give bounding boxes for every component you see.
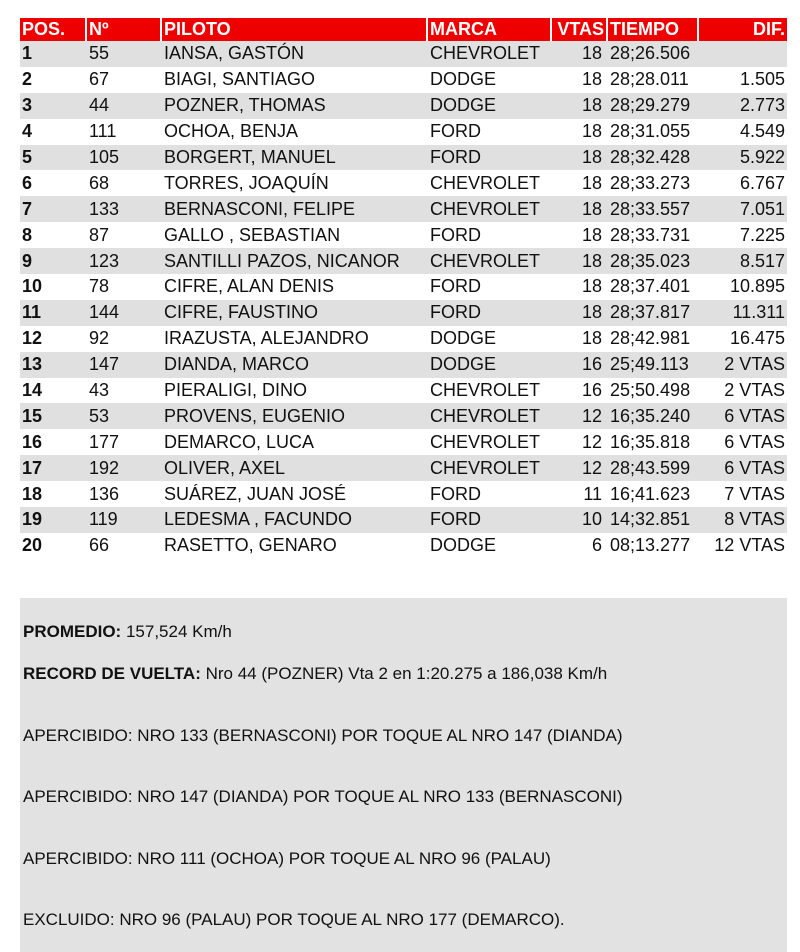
pos-cell: 16 — [20, 429, 87, 455]
lap-record-value: Nro 44 (POZNER) Vta 2 en 1:20.275 a 186,038 Km/h — [200, 664, 608, 683]
table-row — [20, 119, 787, 145]
brand-cell: CHEVROLET — [428, 455, 552, 481]
number-cell: 68 — [87, 170, 162, 196]
time-cell: 28;42.981 — [608, 326, 699, 352]
driver-cell: TORRES, JOAQUÍN — [162, 170, 428, 196]
laps-cell: 16 — [552, 378, 608, 404]
brand-cell: CHEVROLET — [428, 429, 552, 455]
driver-cell: IRAZUSTA, ALEJANDRO — [162, 326, 428, 352]
number-cell: 55 — [87, 41, 162, 67]
diff-cell: 12 VTAS — [699, 533, 787, 559]
table-row — [20, 352, 787, 378]
number-cell: 144 — [87, 300, 162, 326]
laps-cell: 18 — [552, 274, 608, 300]
pos-cell: 2 — [20, 67, 87, 93]
sanction-note: APERCIBIDO: NRO 147 (DIANDA) POR TOQUE AL NRO 133 (BERNASCONI) — [23, 787, 623, 806]
table-row — [20, 378, 787, 404]
diff-cell: 1.505 — [699, 67, 787, 93]
driver-cell: SANTILLI PAZOS, NICANOR — [162, 248, 428, 274]
brand-cell: FORD — [428, 481, 552, 507]
driver-cell: DEMARCO, LUCA — [162, 429, 428, 455]
number-cell: 53 — [87, 403, 162, 429]
laps-cell: 18 — [552, 222, 608, 248]
brand-cell: DODGE — [428, 533, 552, 559]
time-cell: 28;35.023 — [608, 248, 699, 274]
brand-cell: DODGE — [428, 67, 552, 93]
header-num: Nº — [87, 18, 162, 41]
pos-cell: 17 — [20, 455, 87, 481]
time-cell: 28;31.055 — [608, 119, 699, 145]
lap-record-label: RECORD DE VUELTA: — [23, 664, 201, 683]
pos-cell: 7 — [20, 196, 87, 222]
diff-cell: 6 VTAS — [699, 429, 787, 455]
pos-cell: 5 — [20, 145, 87, 171]
brand-cell: FORD — [428, 274, 552, 300]
brand-cell: FORD — [428, 300, 552, 326]
table-row — [20, 222, 787, 248]
time-cell: 28;29.279 — [608, 93, 699, 119]
pos-cell: 18 — [20, 481, 87, 507]
laps-cell: 16 — [552, 352, 608, 378]
table-row — [20, 170, 787, 196]
pos-cell: 1 — [20, 41, 87, 67]
laps-cell: 18 — [552, 300, 608, 326]
driver-cell: IANSA, GASTÓN — [162, 41, 428, 67]
pos-cell: 6 — [20, 170, 87, 196]
diff-cell: 4.549 — [699, 119, 787, 145]
number-cell: 66 — [87, 533, 162, 559]
laps-cell: 18 — [552, 145, 608, 171]
laps-cell: 6 — [552, 533, 608, 559]
time-cell: 25;50.498 — [608, 378, 699, 404]
race-notes — [20, 598, 787, 952]
laps-cell: 12 — [552, 455, 608, 481]
number-cell: 133 — [87, 196, 162, 222]
table-row — [20, 507, 787, 533]
diff-cell: 8.517 — [699, 248, 787, 274]
laps-cell: 18 — [552, 248, 608, 274]
number-cell: 92 — [87, 326, 162, 352]
time-cell: 16;41.623 — [608, 481, 699, 507]
header-driver: PILOTO — [162, 18, 428, 41]
diff-cell: 10.895 — [699, 274, 787, 300]
laps-cell: 18 — [552, 119, 608, 145]
header-brand: MARCA — [428, 18, 552, 41]
brand-cell: CHEVROLET — [428, 248, 552, 274]
average-speed — [23, 622, 232, 642]
diff-cell: 7 VTAS — [699, 481, 787, 507]
time-cell: 28;33.273 — [608, 170, 699, 196]
pos-cell: 8 — [20, 222, 87, 248]
pos-cell: 20 — [20, 533, 87, 559]
brand-cell: CHEVROLET — [428, 170, 552, 196]
number-cell: 177 — [87, 429, 162, 455]
driver-cell: POZNER, THOMAS — [162, 93, 428, 119]
brand-cell: CHEVROLET — [428, 196, 552, 222]
driver-cell: PIERALIGI, DINO — [162, 378, 428, 404]
pos-cell: 11 — [20, 300, 87, 326]
diff-cell: 7.225 — [699, 222, 787, 248]
pos-cell: 4 — [20, 119, 87, 145]
driver-cell: BERNASCONI, FELIPE — [162, 196, 428, 222]
pos-cell: 14 — [20, 378, 87, 404]
number-cell: 111 — [87, 119, 162, 145]
table-row — [20, 145, 787, 171]
brand-cell: CHEVROLET — [428, 41, 552, 67]
diff-cell: 6 VTAS — [699, 455, 787, 481]
table-row — [20, 248, 787, 274]
number-cell: 67 — [87, 67, 162, 93]
number-cell: 136 — [87, 481, 162, 507]
time-cell: 28;26.506 — [608, 41, 699, 67]
time-cell: 28;28.011 — [608, 67, 699, 93]
driver-cell: PROVENS, EUGENIO — [162, 403, 428, 429]
driver-cell: GALLO , SEBASTIAN — [162, 222, 428, 248]
diff-cell: 2.773 — [699, 93, 787, 119]
pos-cell: 19 — [20, 507, 87, 533]
lap-record — [23, 664, 607, 684]
table-row — [20, 429, 787, 455]
brand-cell: FORD — [428, 507, 552, 533]
driver-cell: RASETTO, GENARO — [162, 533, 428, 559]
pos-cell: 10 — [20, 274, 87, 300]
number-cell: 87 — [87, 222, 162, 248]
number-cell: 43 — [87, 378, 162, 404]
diff-cell: 7.051 — [699, 196, 787, 222]
diff-cell: 6.767 — [699, 170, 787, 196]
table-row — [20, 481, 787, 507]
header-time: TIEMPO — [608, 18, 699, 41]
laps-cell: 11 — [552, 481, 608, 507]
time-cell: 16;35.818 — [608, 429, 699, 455]
results-table-header — [20, 18, 787, 41]
laps-cell: 18 — [552, 196, 608, 222]
diff-cell — [699, 41, 787, 67]
brand-cell: DODGE — [428, 352, 552, 378]
table-row — [20, 403, 787, 429]
time-cell: 28;37.401 — [608, 274, 699, 300]
diff-cell: 16.475 — [699, 326, 787, 352]
brand-cell: FORD — [428, 119, 552, 145]
pos-cell: 15 — [20, 403, 87, 429]
table-row — [20, 300, 787, 326]
header-row — [20, 18, 787, 41]
sanction-note: APERCIBIDO: NRO 133 (BERNASCONI) POR TOQUE AL NRO 147 (DIANDA) — [23, 726, 623, 745]
number-cell: 147 — [87, 352, 162, 378]
table-row — [20, 67, 787, 93]
results-table-body — [20, 41, 787, 559]
time-cell: 28;37.817 — [608, 300, 699, 326]
driver-cell: CIFRE, FAUSTINO — [162, 300, 428, 326]
laps-cell: 18 — [552, 326, 608, 352]
laps-cell: 18 — [552, 170, 608, 196]
time-cell: 28;33.557 — [608, 196, 699, 222]
laps-cell: 10 — [552, 507, 608, 533]
header-pos: POS. — [20, 18, 87, 41]
brand-cell: DODGE — [428, 93, 552, 119]
diff-cell: 11.311 — [699, 300, 787, 326]
brand-cell: DODGE — [428, 326, 552, 352]
time-cell: 28;32.428 — [608, 145, 699, 171]
driver-cell: SUÁREZ, JUAN JOSÉ — [162, 481, 428, 507]
laps-cell: 12 — [552, 429, 608, 455]
results-table — [20, 18, 787, 559]
driver-cell: LEDESMA , FACUNDO — [162, 507, 428, 533]
driver-cell: CIFRE, ALAN DENIS — [162, 274, 428, 300]
diff-cell: 8 VTAS — [699, 507, 787, 533]
diff-cell: 6 VTAS — [699, 403, 787, 429]
table-row — [20, 455, 787, 481]
table-row — [20, 196, 787, 222]
diff-cell: 2 VTAS — [699, 352, 787, 378]
number-cell: 78 — [87, 274, 162, 300]
header-diff: DIF. — [699, 18, 787, 41]
pos-cell: 3 — [20, 93, 87, 119]
number-cell: 44 — [87, 93, 162, 119]
driver-cell: DIANDA, MARCO — [162, 352, 428, 378]
table-row — [20, 274, 787, 300]
table-row — [20, 533, 787, 559]
sanction-note: APERCIBIDO: NRO 111 (OCHOA) POR TOQUE AL NRO 96 (PALAU) — [23, 849, 551, 868]
number-cell: 123 — [87, 248, 162, 274]
brand-cell: CHEVROLET — [428, 403, 552, 429]
time-cell: 28;43.599 — [608, 455, 699, 481]
laps-cell: 12 — [552, 403, 608, 429]
diff-cell: 2 VTAS — [699, 378, 787, 404]
time-cell: 28;33.731 — [608, 222, 699, 248]
laps-cell: 18 — [552, 41, 608, 67]
driver-cell: OLIVER, AXEL — [162, 455, 428, 481]
time-cell: 16;35.240 — [608, 403, 699, 429]
laps-cell: 18 — [552, 67, 608, 93]
number-cell: 119 — [87, 507, 162, 533]
brand-cell: FORD — [428, 222, 552, 248]
diff-cell: 5.922 — [699, 145, 787, 171]
time-cell: 25;49.113 — [608, 352, 699, 378]
pos-cell: 9 — [20, 248, 87, 274]
driver-cell: OCHOA, BENJA — [162, 119, 428, 145]
table-row — [20, 326, 787, 352]
driver-cell: BORGERT, MANUEL — [162, 145, 428, 171]
number-cell: 192 — [87, 455, 162, 481]
pos-cell: 12 — [20, 326, 87, 352]
header-laps: VTAS — [552, 18, 608, 41]
average-speed-label: PROMEDIO: — [23, 622, 122, 641]
pos-cell: 13 — [20, 352, 87, 378]
sanction-note: EXCLUIDO: NRO 96 (PALAU) POR TOQUE AL NRO 177 (DEMARCO). — [23, 910, 565, 929]
driver-cell: BIAGI, SANTIAGO — [162, 67, 428, 93]
average-speed-value: 157,524 Km/h — [121, 622, 232, 641]
number-cell: 105 — [87, 145, 162, 171]
table-row — [20, 93, 787, 119]
laps-cell: 18 — [552, 93, 608, 119]
brand-cell: FORD — [428, 145, 552, 171]
table-row — [20, 41, 787, 67]
brand-cell: CHEVROLET — [428, 378, 552, 404]
time-cell: 08;13.277 — [608, 533, 699, 559]
time-cell: 14;32.851 — [608, 507, 699, 533]
